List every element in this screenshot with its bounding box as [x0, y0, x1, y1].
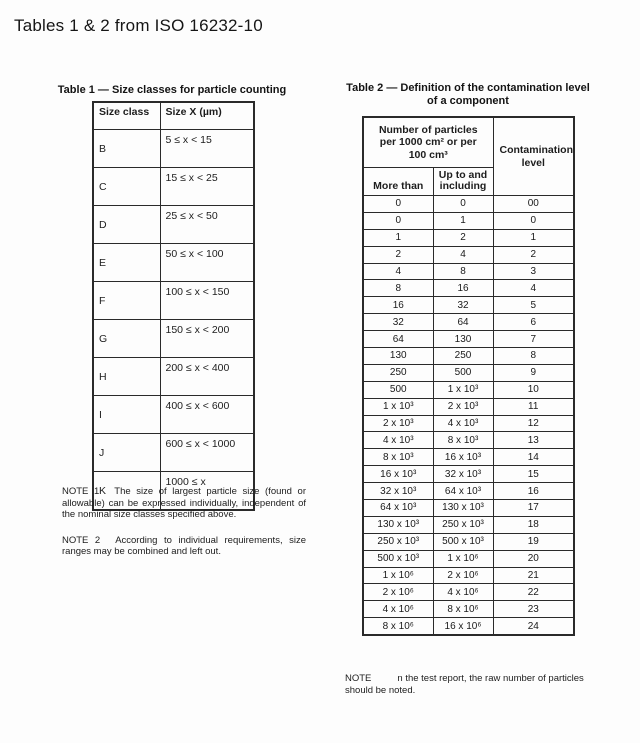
up-to-cell: 130 [433, 331, 493, 348]
table-row [93, 206, 254, 244]
level-cell: 0 [493, 212, 574, 229]
table2-subheader-up-to: Up to and including [433, 168, 493, 196]
table2-caption-line2: of a component [427, 94, 509, 107]
level-cell: 8 [493, 348, 574, 365]
more-than-cell: 1 x 10⁶ [363, 567, 433, 584]
table1-caption: Table 1 — Size classes for particle counting [57, 84, 287, 96]
more-than-cell: 32 x 10³ [363, 483, 433, 500]
level-cell: 23 [493, 601, 574, 618]
table-row [363, 246, 574, 263]
level-cell: 14 [493, 449, 574, 466]
up-to-cell: 2 x 10⁶ [433, 567, 493, 584]
table-row [93, 168, 254, 206]
more-than-cell: 1 x 10³ [363, 398, 433, 415]
table1-body [93, 130, 254, 511]
more-than-cell: 2 x 10³ [363, 415, 433, 432]
table-row [363, 483, 574, 500]
up-to-cell: 64 x 10³ [433, 483, 493, 500]
more-than-cell: 250 x 10³ [363, 533, 433, 550]
up-to-cell: 500 [433, 364, 493, 381]
level-cell: 13 [493, 432, 574, 449]
more-than-cell: 0 [363, 212, 433, 229]
table-row [363, 550, 574, 567]
table-row [363, 364, 574, 381]
up-to-cell: 1 x 10⁶ [433, 550, 493, 567]
level-cell: 2 [493, 246, 574, 263]
table1-size-classes [92, 101, 255, 511]
table2-note-text: n the test report, the raw number of particles should be noted. [345, 673, 584, 696]
up-to-cell: 2 x 10³ [433, 398, 493, 415]
table1-header-size-x: Size X (µm) [160, 102, 254, 130]
more-than-cell: 8 x 10⁶ [363, 618, 433, 635]
table-row [363, 196, 574, 213]
table1-header-row [93, 102, 254, 130]
more-than-cell: 32 [363, 314, 433, 331]
level-cell: 10 [493, 381, 574, 398]
up-to-cell: 4 x 10⁶ [433, 584, 493, 601]
up-to-cell: 1 [433, 212, 493, 229]
more-than-cell: 4 x 10⁶ [363, 601, 433, 618]
table-row [363, 516, 574, 533]
range-cell: 200 ≤ x < 400 [160, 358, 254, 396]
table-row [363, 533, 574, 550]
table2-header-contamination: Contamination level [493, 117, 574, 196]
level-cell: 17 [493, 500, 574, 517]
table-row [93, 244, 254, 282]
table2-subheader-more-than: More than [363, 168, 433, 196]
table-row [363, 331, 574, 348]
level-cell: 16 [493, 483, 574, 500]
table-row [363, 280, 574, 297]
table-row [363, 263, 574, 280]
more-than-cell: 250 [363, 364, 433, 381]
more-than-cell: 8 x 10³ [363, 449, 433, 466]
size-class-cell: H [93, 358, 160, 396]
size-class-cell: J [93, 434, 160, 472]
size-class-cell: E [93, 244, 160, 282]
level-cell: 21 [493, 567, 574, 584]
level-cell: 00 [493, 196, 574, 213]
more-than-cell: 4 [363, 263, 433, 280]
more-than-cell: 0 [363, 196, 433, 213]
table1-header-size-class: Size class [93, 102, 160, 130]
up-to-cell: 32 [433, 297, 493, 314]
size-class-cell: F [93, 282, 160, 320]
up-to-cell: 8 [433, 263, 493, 280]
up-to-cell: 16 [433, 280, 493, 297]
up-to-cell: 250 x 10³ [433, 516, 493, 533]
table-row [363, 601, 574, 618]
table2-contamination-level [362, 116, 575, 636]
table-row [93, 282, 254, 320]
table-row [93, 358, 254, 396]
more-than-cell: 130 [363, 348, 433, 365]
range-cell: 400 ≤ x < 600 [160, 396, 254, 434]
table-row [363, 348, 574, 365]
more-than-cell: 500 x 10³ [363, 550, 433, 567]
up-to-cell: 4 [433, 246, 493, 263]
up-to-cell: 4 x 10³ [433, 415, 493, 432]
level-cell: 5 [493, 297, 574, 314]
table1-note-2-text: According to individual requirements, size ranges may be combined and left out. [62, 534, 306, 558]
more-than-cell: 1 [363, 229, 433, 246]
range-cell: 100 ≤ x < 150 [160, 282, 254, 320]
level-cell: 22 [493, 584, 574, 601]
more-than-cell: 130 x 10³ [363, 516, 433, 533]
table-row [363, 449, 574, 466]
more-than-cell: 2 x 10⁶ [363, 584, 433, 601]
range-cell: 50 ≤ x < 100 [160, 244, 254, 282]
range-cell: 25 ≤ x < 50 [160, 206, 254, 244]
more-than-cell: 16 [363, 297, 433, 314]
up-to-cell: 8 x 10⁶ [433, 601, 493, 618]
table2-note-label: NOTE [345, 673, 372, 684]
up-to-cell: 32 x 10³ [433, 466, 493, 483]
table1-note-2-label: NOTE 2 [62, 534, 101, 546]
range-cell: 600 ≤ x < 1000 [160, 434, 254, 472]
table2-note [345, 673, 603, 697]
up-to-cell: 16 x 10⁶ [433, 618, 493, 635]
size-class-cell: K [93, 472, 160, 511]
table-row [93, 320, 254, 358]
table1-notes [62, 486, 306, 572]
size-class-cell: G [93, 320, 160, 358]
up-to-cell: 8 x 10³ [433, 432, 493, 449]
table1-note-1-text: The size of largest particle size (found or allowable) can be expressed individually, independent of the nominal size classes specified above. [62, 486, 306, 521]
table-row [363, 432, 574, 449]
more-than-cell: 16 x 10³ [363, 466, 433, 483]
level-cell: 12 [493, 415, 574, 432]
more-than-cell: 500 [363, 381, 433, 398]
up-to-cell: 2 [433, 229, 493, 246]
table-row [93, 396, 254, 434]
up-to-cell: 1 x 10³ [433, 381, 493, 398]
more-than-cell: 2 [363, 246, 433, 263]
size-class-cell: I [93, 396, 160, 434]
table-row [93, 434, 254, 472]
table-row [363, 212, 574, 229]
table-row [363, 466, 574, 483]
level-cell: 15 [493, 466, 574, 483]
up-to-cell: 500 x 10³ [433, 533, 493, 550]
table1-note-2 [62, 535, 306, 558]
table-row [363, 297, 574, 314]
range-cell: 150 ≤ x < 200 [160, 320, 254, 358]
table-row [93, 130, 254, 168]
range-cell: 1000 ≤ x [160, 472, 254, 511]
level-cell: 19 [493, 533, 574, 550]
more-than-cell: 64 x 10³ [363, 500, 433, 517]
table-row [363, 584, 574, 601]
level-cell: 20 [493, 550, 574, 567]
up-to-cell: 250 [433, 348, 493, 365]
level-cell: 6 [493, 314, 574, 331]
table-row [363, 618, 574, 635]
level-cell: 4 [493, 280, 574, 297]
table-row [363, 415, 574, 432]
up-to-cell: 130 x 10³ [433, 500, 493, 517]
size-class-cell: C [93, 168, 160, 206]
table2-caption-line1: Table 2 — Definition of the contamination level [346, 82, 590, 94]
table-row [363, 398, 574, 415]
up-to-cell: 16 x 10³ [433, 449, 493, 466]
more-than-cell: 4 x 10³ [363, 432, 433, 449]
table-row [363, 314, 574, 331]
level-cell: 3 [493, 263, 574, 280]
table2-header [363, 117, 574, 196]
table-row [363, 229, 574, 246]
table-row [363, 567, 574, 584]
table-row [363, 500, 574, 517]
size-class-cell: D [93, 206, 160, 244]
table-row [363, 381, 574, 398]
range-cell: 5 ≤ x < 15 [160, 130, 254, 168]
level-cell: 18 [493, 516, 574, 533]
level-cell: 11 [493, 398, 574, 415]
up-to-cell: 64 [433, 314, 493, 331]
more-than-cell: 8 [363, 280, 433, 297]
level-cell: 9 [493, 364, 574, 381]
level-cell: 1 [493, 229, 574, 246]
up-to-cell: 0 [433, 196, 493, 213]
table1-note-1 [62, 486, 306, 521]
table1-note-1-label: NOTE 1 [62, 486, 100, 497]
table2-caption [332, 82, 604, 107]
size-class-cell: B [93, 130, 160, 168]
level-cell: 7 [493, 331, 574, 348]
page-title: Tables 1 & 2 from ISO 16232-10 [14, 16, 263, 35]
table2-body [363, 196, 574, 636]
level-cell: 24 [493, 618, 574, 635]
range-cell: 15 ≤ x < 25 [160, 168, 254, 206]
more-than-cell: 64 [363, 331, 433, 348]
table2-header-particles: Number of particles per 1000 cm² or per 100 cm³ [363, 117, 493, 168]
